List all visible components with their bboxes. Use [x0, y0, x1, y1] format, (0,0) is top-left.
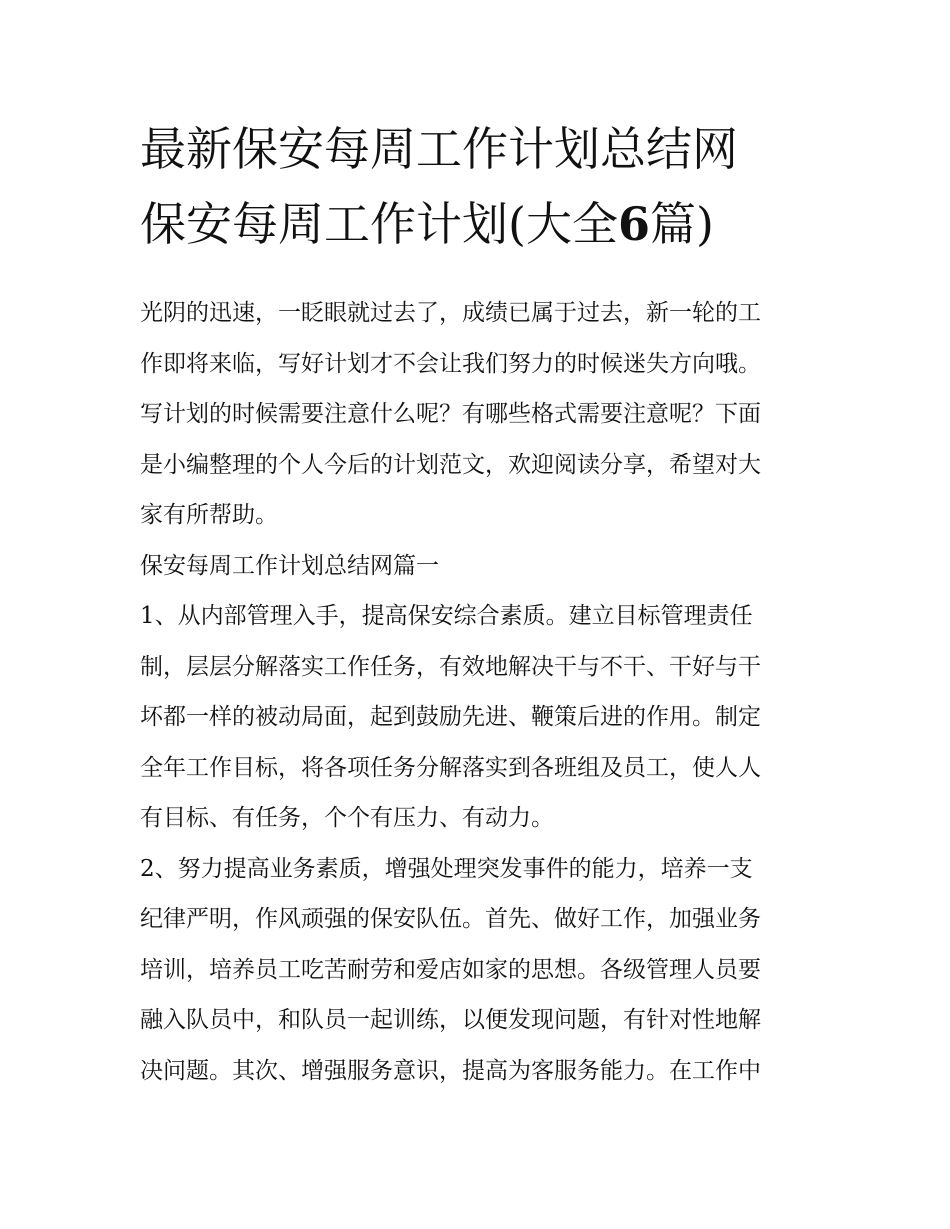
intro-line: 作即将来临，写好计划才不会让我们努力的时候迷失方向哦。	[140, 350, 761, 377]
item-1-line: 制，层层分解落实工作任务，有效地解决干与不干、干好与干	[140, 653, 761, 680]
item-1-paragraph	[140, 591, 820, 844]
document-content	[140, 112, 820, 1096]
title-line-2	[140, 187, 820, 262]
item-1-line: 1、从内部管理入手，提高保安综合素质。建立目标管理责任	[140, 603, 753, 629]
document-title	[140, 112, 820, 262]
intro-line: 家有所帮助。	[140, 502, 278, 528]
intro-paragraph	[140, 288, 820, 541]
item-2-paragraph	[140, 844, 820, 1097]
title-count-number: 6	[617, 197, 650, 251]
item-2-line: 纪律严明，作风顽强的保安队伍。首先、做好工作，加强业务	[140, 906, 761, 932]
intro-line: 写计划的时候需要注意什么呢？有哪些格式需要注意呢？下面	[140, 401, 761, 427]
item-2-line: 决问题。其次、增强服务意识，提高为客服务能力。在工作中	[140, 1057, 761, 1084]
item-1-line: 坏都一样的被动局面，起到鼓励先进、鞭策后进的作用。制定	[140, 704, 761, 730]
item-1-line: 全年工作目标，将各项任务分解落实到各班组及员工，使人人	[140, 754, 761, 781]
intro-line: 光阴的迅速，一眨眼就过去了，成绩已属于过去，新一轮的工	[140, 300, 761, 326]
section-title: 保安每周工作计划总结网篇一	[140, 552, 439, 579]
document-body	[140, 288, 820, 1096]
title-line-1: 最新保安每周工作计划总结网	[140, 122, 738, 176]
title-line-2-suffix: 篇)	[649, 197, 714, 251]
intro-line: 是小编整理的个人今后的计划范文，欢迎阅读分享，希望对大	[140, 451, 761, 478]
title-line-2-text: 保安每周工作计划(大全	[140, 197, 618, 251]
item-2-line: 2、努力提高业务素质，增强处理突发事件的能力，培养一支	[140, 855, 753, 882]
item-2-line: 培训，培养员工吃苦耐劳和爱店如家的思想。各级管理人员要	[140, 956, 761, 983]
item-2-line: 融入队员中，和队员一起训练，以便发现问题，有针对性地解	[140, 1007, 761, 1033]
item-1-line: 有目标、有任务，个个有压力、有动力。	[140, 805, 554, 831]
